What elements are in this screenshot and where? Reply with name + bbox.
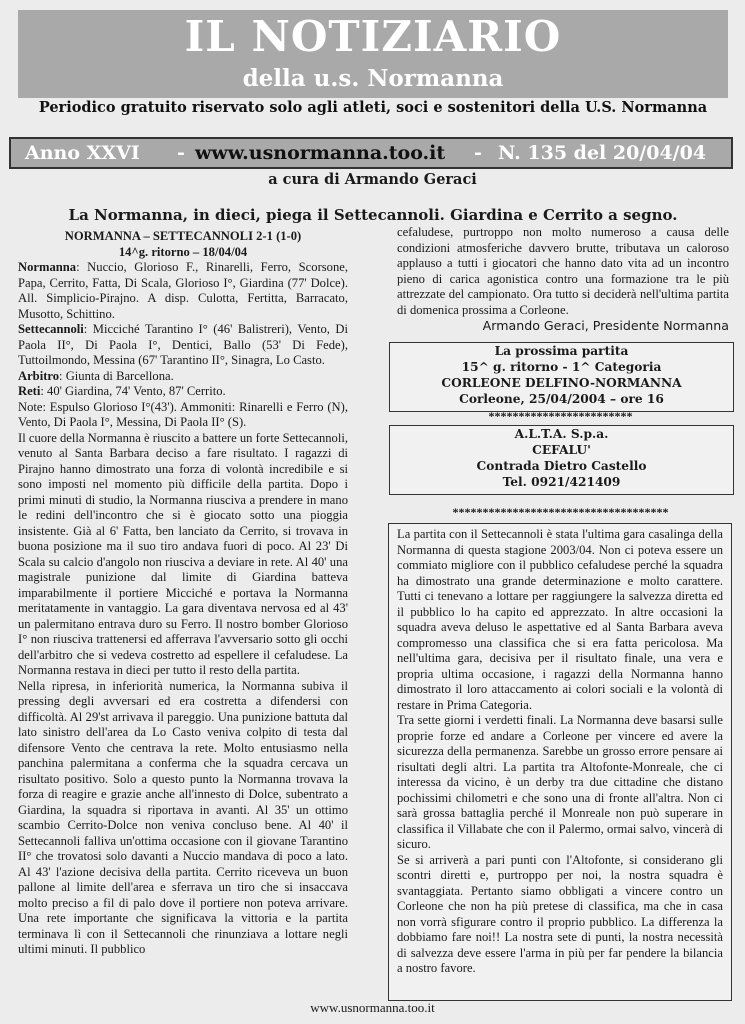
article-left-column: [18, 229, 348, 958]
next-match-date: Corleone, 25/04/2004 – ore 16: [459, 392, 664, 406]
issue-number: N. 135 del 20/04/04: [498, 142, 707, 164]
website-link[interactable]: www.usnormanna.too.it: [195, 142, 446, 164]
match-score: NORMANNA – SETTECANNOLI 2-1 (1-0): [64, 229, 302, 243]
lineup-text: : Micciché Tarantino I° (46' Balistreri), Vento, Di Paola II°, Di Paola I°, Dentici, Ballo (53' Di Fede), Tuttoilmondo, Messina (67' Tarantino II°, Sinagra, Lo Casto.: [18, 322, 348, 367]
team-label: Normanna: [18, 260, 77, 274]
editorial-paragraph: La partita con il Settecannoli è stata l'ultima gara casalinga della Normanna di questa stagione 2003/04. Non ci poteva essere un commiato migliore con il pubblico cefaludese perché la squadra ha dimostrato una grande determinazione e molto carattere. Tutti ci tenevano a lottare per raggiungere la salvezza diretta ed il pubblico lo ha capito ed apprezzato. In altre occasioni la squadra aveva deluso le aspettative ed al Santa Barbara aveva compromesso una classifica che si era fatta pericolosa. Ma nell'ultima gara, decisiva per il risultato finale, una vera e propria ultima occasione, i ragazzi della Normanna hanno dimostrato il loro attaccamento ai colori sociali e la volontà di restare in Prima Categoria.: [397, 527, 723, 712]
issue-year: Anno XXVI: [25, 142, 140, 164]
article-headline: La Normanna, in dieci, piega il Settecannoli. Giardina e Cerrito a segno.: [68, 206, 678, 224]
goals-text: : 40' Giardina, 74' Vento, 87' Cerrito.: [40, 384, 226, 398]
issue-separator: -: [177, 142, 185, 164]
article-right-column: [397, 225, 729, 334]
sponsor-box: [389, 425, 734, 495]
sponsor-phone: Tel. 0921/421409: [502, 475, 621, 489]
article-signature: Armando Geraci, Presidente Normanna: [482, 318, 729, 333]
tagline: Periodico gratuito riservato solo agli atleti, soci e sostenitori della U.S. Normanna: [38, 99, 708, 116]
article-paragraph: Nella ripresa, in inferiorità numerica, la Normanna subiva il pressing degli avversari ed era costretta a difendersi con difficoltà. Al 29'st arrivava il pareggio. Una punizione battuta dal lato sinistro dell'area da Lo Casto veniva colpito di testa dal difensore Vento che centrava la rete. Molto entusiasmo nella panchina palermitana a conferma che la squadra cercava un risultato positivo. Solo a questo punto la Normanna trovava la forza di reagire e grazie anche all'innesto di Dolce, subentrato a Giardina, la squadra si riportava in avanti. Al 35' un ottimo scambio Cerrito-Dolce non veniva concluso bene. Al 40' il Settecannoli falliva un'ottima occasione con il giovane Tarantino II° che trovatosi solo davanti a Nuccio mandava di poco a lato. Al 43' l'azione decisiva della partita. Cerrito riceveva un buon pallone al limite dell'area e sferrava un tiro che si insaccava molto preciso a fil di palo dove il portiere non poteva arrivare. Una rete importante che significava la vittoria e la partita terminava lì con il Settecannoli che rinunziava a lottare negli ultimi minuti. Il pubblico: [18, 678, 348, 956]
match-notes: Note: Espulso Glorioso I°(43'). Ammoniti: Rinarelli e Ferro (N), Vento, Di Paola I°, Messina, Di Paola II° (S).: [18, 399, 348, 429]
newsletter-title: IL NOTIZIARIO: [184, 12, 562, 61]
next-match-box: [389, 342, 734, 412]
sponsor-city: CEFALU': [532, 443, 591, 457]
referee-text: : Giunta di Barcellona.: [59, 368, 174, 383]
lineup-settecannoli: [18, 322, 348, 369]
editor-credit: a cura di Armando Geraci: [268, 171, 477, 188]
issue-separator: -: [474, 142, 482, 164]
masthead: [18, 10, 728, 98]
article-paragraph: Il cuore della Normanna è riuscito a battere un forte Settecannoli, venuto al Santa Barbara deciso a fare risultato. I ragazzi di Pirajno hanno dimostrato una forza di volontà incredibile e si sono imposti nel momento più difficile della partita. Dopo i primi minuti di studio, la Normanna riusciva a prendere in mano le redini dell'incontro che si è giocato sotto una pioggia insistente. Già al 6' Fatta, ben lanciato da Cerrito, si trovava in buona posizione ma il suo tiro andava fuori di poco. Al 23' Di Scala su calcio d'angolo non riusciva a deviare in rete. Al 40' una magistrale punizione dal limite di Giardina batteva imparabilmente il portiere Micciché e portava la Normanna meritatamente in vantaggio. La gara diventava nervosa ed al 43' un palermitano entrava duro su Ferro. Il nostro bomber Glorioso I° non riusciva trattenersi ed afferrava l'avversario sotto gli occhi dell'arbitro che si vedeva costretto ad espellere il cefaludese. La Normanna restava in dieci per tutto il resto della partita.: [18, 430, 348, 677]
editorial-paragraph: Tra sette giorni i verdetti finali. La Normanna deve basarsi sulle proprie forze ed andare a Corleone per vincere ed avere la sicurezza della permanenza. Sarebbe un grosso errore pensare ai risultati degli altri. La partita tra Altofonte-Monreale, che ci interessa da vicino, è un derby tra due cittadine che distano pochissimi chilometri e che sono una di fronte all'altra. Non ci sarà grossa battaglia perché il Monreale non può superare in classifica il Villabate che con il Palermo, ormai salvo, vincerà di sicuro.: [397, 713, 723, 851]
match-round: 14^g. ritorno – 18/04/04: [118, 244, 248, 259]
separator-stars: ************************************: [452, 505, 669, 519]
sponsor-address: Contrada Dietro Castello: [476, 459, 647, 473]
article-paragraph: cefaludese, purtroppo non molto numeroso a causa delle condizioni atmosferiche davvero brutte, tributava un caloroso applauso a tutti i giocatori che hanno dato vita ad un incontro pieno di carica agonistica contro una formazione tra le più attrezzate del campionato. Ora tutto si deciderà nell'ultima partita di domenica prossima a Corleone.: [397, 225, 729, 317]
newsletter-subtitle: della u.s. Normanna: [242, 65, 504, 92]
next-match-round: 15^ g. ritorno - 1^ Categoria: [461, 360, 662, 374]
next-match-heading: La prossima partita: [494, 344, 629, 358]
goals-label: Reti: [18, 384, 41, 398]
referee: [18, 369, 348, 385]
lineup-text: : Nuccio, Glorioso F., Rinarelli, Ferro, Scorsone, Papa, Cerrito, Fatta, Di Scala, Glorioso I°, Giardina (77' Dolce). All. Simplicio-Pirajno. A disp. Culotta, Fertitta, Barracato, Musotto, Schittino.: [18, 260, 348, 321]
lineup-normanna: [18, 260, 348, 322]
sponsor-name: A.L.T.A. S.p.a.: [514, 427, 609, 441]
separator-stars: ************************: [488, 409, 633, 423]
next-match-teams: CORLEONE DELFINO-NORMANNA: [441, 376, 682, 390]
issue-bar: [9, 137, 733, 169]
referee-label: Arbitro: [18, 368, 60, 383]
goals: [18, 384, 348, 400]
team-label: Settecannoli: [18, 322, 84, 336]
footer-website[interactable]: www.usnormanna.too.it: [310, 1000, 435, 1015]
editorial-paragraph: Se si arriverà a pari punti con l'Altofonte, si considerano gli scontri diretti e, purtroppo per noi, la nostra squadra è svantaggiata. Pertanto siamo obbligati a vincere contro un Corleone che non ha più pretese di classifica, ma che in casa non vorrà sfigurare contro il proprio pubblico. La differenza la dobbiamo fare noi!! La nostra sete di punti, la nostra necessità di salvezza deve essere l'arma in più per far pendere la bilancia a nostro favore.: [397, 852, 723, 975]
editorial-box: [388, 523, 732, 1001]
